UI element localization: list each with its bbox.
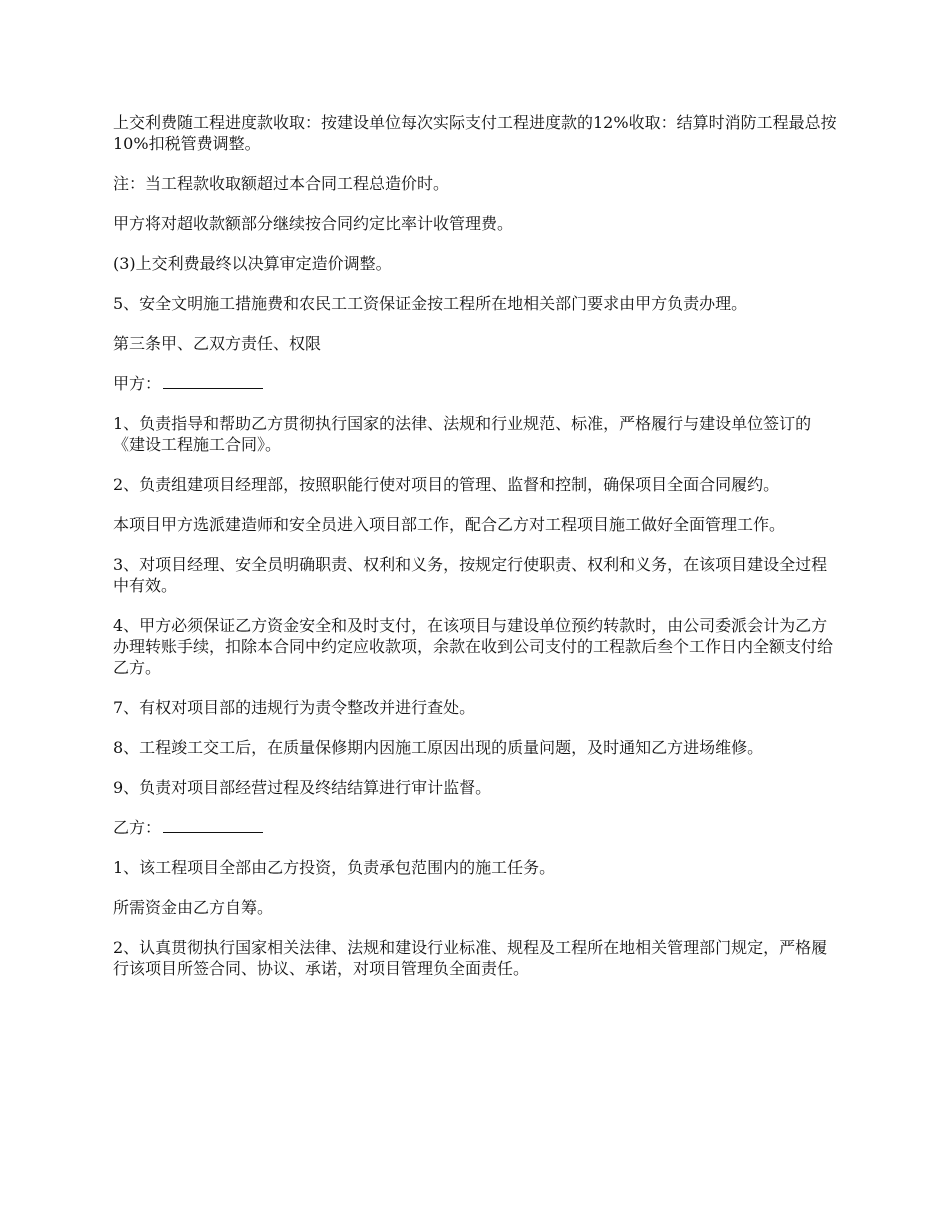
party-a-label: 甲方：: [113, 374, 162, 393]
paragraph-13: 7、有权对项目部的违规行为责令整改并进行查处。: [113, 698, 476, 717]
party-b-line: [113, 817, 843, 838]
paragraph-10: 本项目甲方选派建造师和安全员进入项目部工作，配合乙方对工程项目施工做好全面管理工作。: [113, 515, 786, 534]
paragraph-4: (3)上交利费最终以决算审定造价调整。: [113, 254, 392, 273]
paragraph-3: 甲方将对超收款额部分继续按合同约定比率计收管理费。: [113, 214, 514, 233]
paragraph-19: 2、认真贯彻执行国家相关法律、法规和建设行业标准、规程及工程所在地相关管理部门规定，严格履行该项目所签合同、协议、承诺，对项目管理负全面责任。: [113, 938, 828, 978]
section-heading: 第三条甲、乙双方责任、权限: [113, 334, 322, 353]
paragraph-2: 注：当工程款收取额超过本合同工程总造价时。: [113, 174, 450, 193]
document-page: [113, 112, 843, 998]
paragraph-18: 所需资金由乙方自筹。: [113, 898, 274, 917]
party-b-signature-blank: [163, 817, 263, 833]
paragraph-8: 1、负责指导和帮助乙方贯彻执行国家的法律、法规和行业规范、标准，严格履行与建设单位签订的《建设工程施工合同》。: [113, 414, 812, 454]
paragraph-11: 3、对项目经理、安全员明确职责、权利和义务，按规定行使职责、权利和义务，在该项目建设全过程中有效。: [113, 555, 828, 595]
paragraph-17: 1、该工程项目全部由乙方投资，负责承包范围内的施工任务。: [113, 858, 556, 877]
party-a-line: [113, 373, 843, 394]
paragraph-5: 5、安全文明施工措施费和农民工工资保证金按工程所在地相关部门要求由甲方负责办理。: [113, 294, 748, 313]
paragraph-15: 9、负责对项目部经营过程及终结结算进行审计监督。: [113, 778, 492, 797]
party-a-signature-blank: [163, 373, 263, 389]
paragraph-1: 上交利费随工程进度款收取：按建设单位每次实际支付工程进度款的12%收取：结算时消防工程最总按10%扣税管费调整。: [113, 113, 837, 153]
party-b-label: 乙方：: [113, 818, 162, 837]
paragraph-14: 8、工程竣工交工后，在质量保修期内因施工原因出现的质量问题，及时通知乙方进场维修。: [113, 738, 764, 757]
paragraph-12: 4、甲方必须保证乙方资金安全和及时支付，在该项目与建设单位预约转款时，由公司委派会计为乙方办理转账手续，扣除本合同中约定应收款项，余款在收到公司支付的工程款后叁个工作日内全额支付给乙方。: [113, 616, 834, 677]
paragraph-9: 2、负责组建项目经理部，按照职能行使对项目的管理、监督和控制，确保项目全面合同履约。: [113, 475, 780, 494]
